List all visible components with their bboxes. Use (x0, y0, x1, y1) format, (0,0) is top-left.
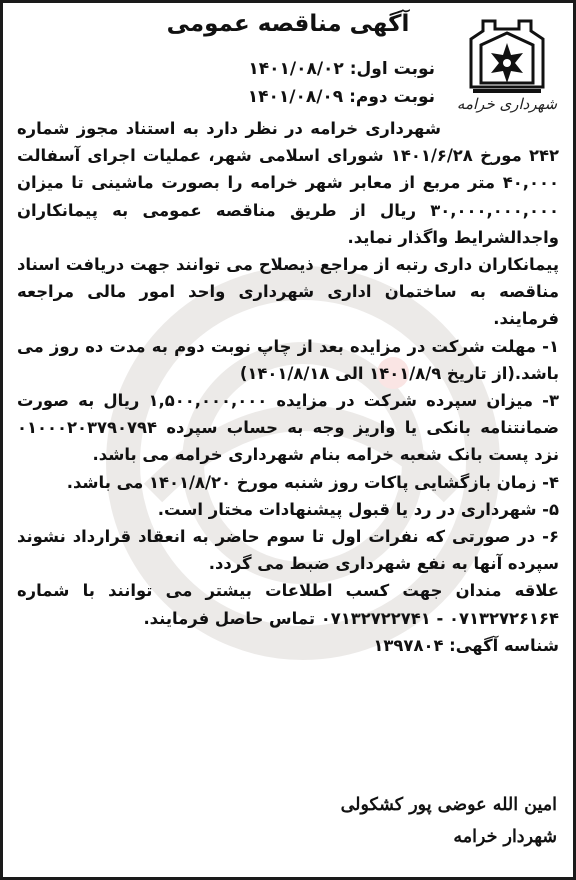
signer-name: امین الله عوضی پور کشکولی (340, 795, 557, 815)
first-publication-date: نوبت اول: ۱۴۰۱/۰۸/۰۲ (248, 59, 435, 79)
intro-paragraph: شهرداری خرامه در نظر دارد به استناد مجوز شماره ۲۴۲ مورخ ۱۴۰۱/۶/۲۸ شورای اسلامی شهر، عملیات اجرای آسفالت ۴۰,۰۰۰ متر مربع از معابر شهر خرامه را بصورت ماشینی تا میزان ۳۰,۰۰۰,۰۰۰,۰۰۰ ریال از طریق مناقصه عمومی به پیمانکاران واجدالشرایط واگذار نماید. (17, 119, 559, 247)
condition-item: ۱- مهلت شرکت در مزایده بعد از چاپ نوبت دوم به مدت ده روز می باشد.(از تاریخ ۱۴۰۱/۸/۹ الی ۱۴۰۱/۸/۱۸) (17, 336, 559, 383)
contractors-paragraph: پیمانکاران داری رتبه از مراجع ذیصلاح می توانند جهت دریافت اسناد مناقصه به ساختمان اداری شهرداری واحد امور مالی مراجعه فرمایند. (17, 255, 559, 329)
notice-body (17, 115, 559, 659)
signer-title: شهردار خرامه (453, 827, 557, 847)
condition-item: ۴- زمان بازگشایی پاکات روز شنبه مورخ ۱۴۰۱/۸/۲۰ می باشد. (66, 472, 559, 492)
notice-title: آگهی مناقصه عمومی (166, 11, 410, 37)
condition-item: ۶- در صورتی که نفرات اول تا سوم حاضر به انعقاد قرارداد نشوند سپرده آنها به نفع شهرداری ضبط می گردد. (17, 527, 559, 574)
contact-paragraph: علاقه مندان جهت کسب اطلاعات بیشتر می توانند با شماره ۰۷۱۳۲۷۲۶۱۶۴ - ۰۷۱۳۲۷۲۲۷۴۱ تماس حاصل فرمایند. (17, 581, 559, 628)
second-publication-date: نوبت دوم: ۱۴۰۱/۰۸/۰۹ (247, 87, 435, 107)
condition-item: ۵- شهرداری در رد یا قبول پیشنهادات مختار است. (157, 499, 559, 519)
logo-caption: شهرداری خرامه (456, 95, 558, 113)
ad-identifier: شناسه آگهی: ۱۳۹۷۸۰۴ (373, 635, 559, 655)
condition-item: ۳- میزان سپرده شرکت در مزایده ۱,۵۰۰,۰۰۰,۰۰۰ ریال به صورت ضمانتنامه بانکی یا واریز وجه به حساب سپرده ۰۱۰۰۰۲۰۳۷۹۰۷۹۴ نزد پست بانک شعبه خرامه بنام شهرداری خرامه می باشد. (17, 391, 559, 465)
